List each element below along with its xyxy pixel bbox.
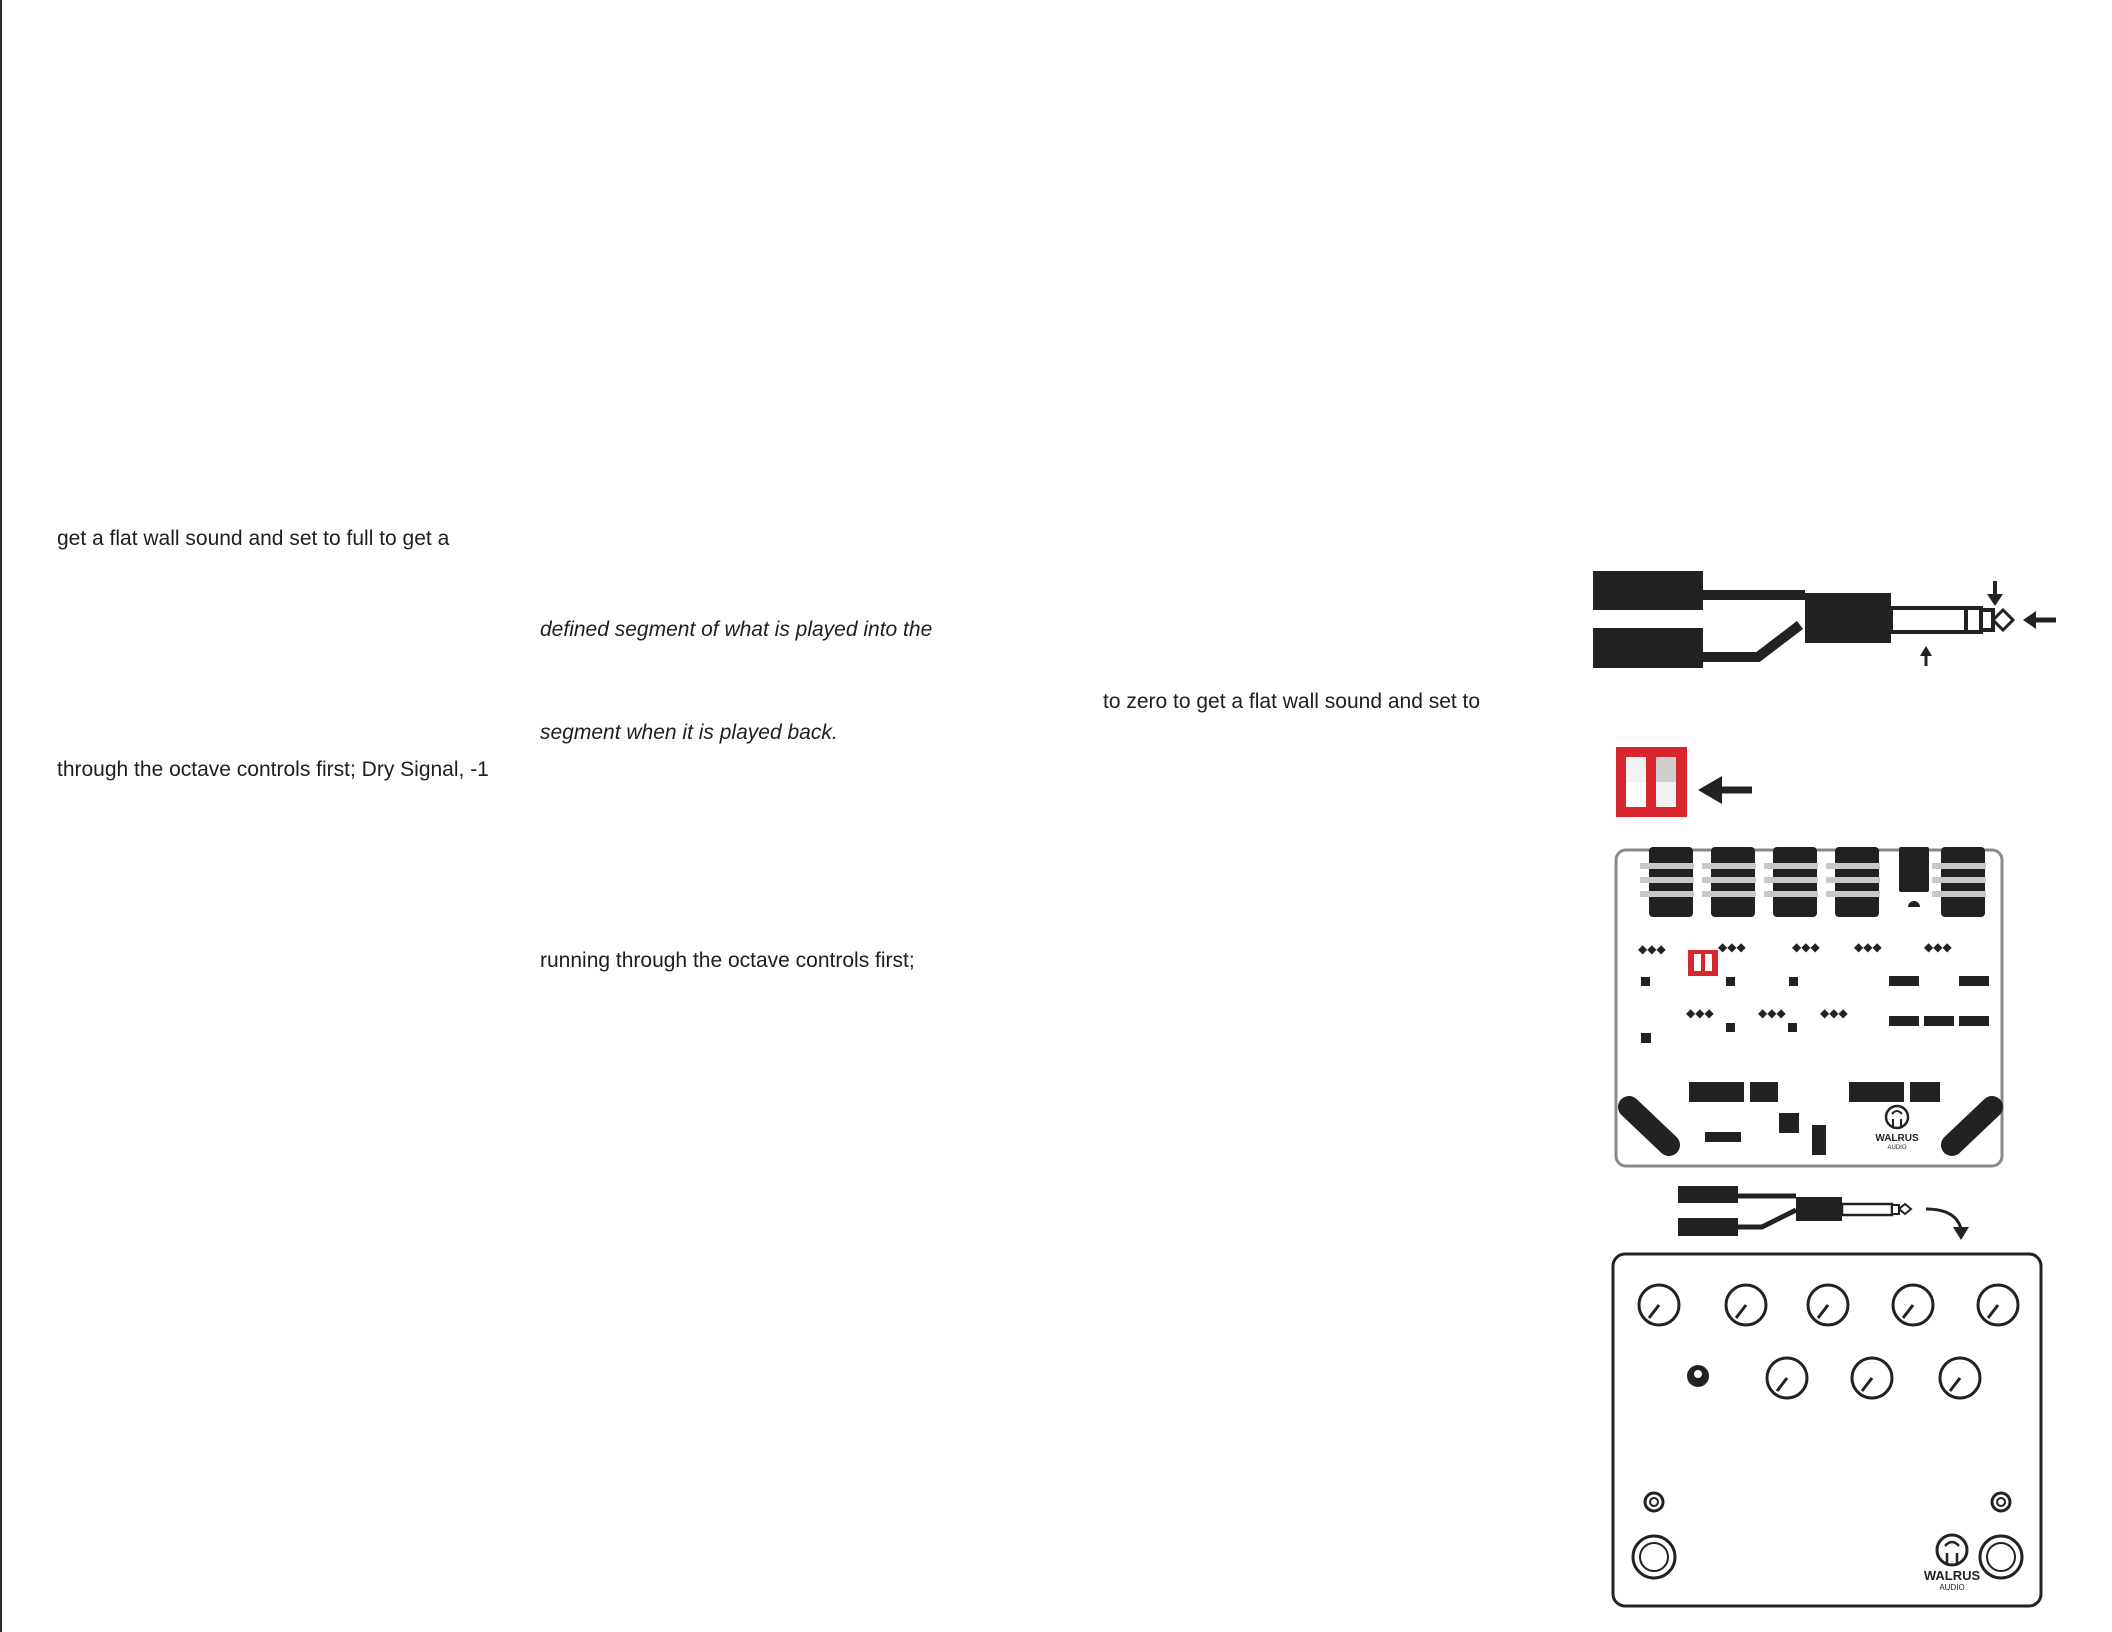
svg-text:◆◆◆: ◆◆◆ bbox=[1686, 1006, 1714, 1020]
y-cable-small-icon bbox=[1676, 1185, 1996, 1245]
text-line-2: defined segment of what is played into the bbox=[540, 618, 933, 641]
svg-text:◆◆◆: ◆◆◆ bbox=[1792, 940, 1820, 954]
svg-text:◆◆◆: ◆◆◆ bbox=[1924, 940, 1952, 954]
svg-text:AUDIO: AUDIO bbox=[1939, 1583, 1965, 1592]
svg-text:◆◆◆: ◆◆◆ bbox=[1718, 940, 1746, 954]
text-line-3: to zero to get a flat wall sound and set to bbox=[1103, 690, 1481, 713]
pedal-pcb-icon bbox=[1614, 845, 2006, 1170]
svg-text:◆◆◆: ◆◆◆ bbox=[1638, 942, 1666, 956]
text-line-5: through the octave controls first; Dry Signal, -1 bbox=[57, 758, 489, 781]
svg-text:◆◆◆: ◆◆◆ bbox=[1854, 940, 1882, 954]
text-line-4: segment when it is played back. bbox=[540, 721, 838, 744]
svg-text:◆◆◆: ◆◆◆ bbox=[1758, 1006, 1786, 1020]
text-line-1: get a flat wall sound and set to full to get a bbox=[57, 527, 450, 550]
svg-text:AUDIO: AUDIO bbox=[1887, 1145, 1907, 1151]
dip-switch-icon bbox=[1614, 745, 1764, 820]
svg-text:WALRUS: WALRUS bbox=[1875, 1133, 1919, 1144]
pedal-front-icon bbox=[1611, 1252, 2043, 1608]
svg-text:WALRUS: WALRUS bbox=[1923, 1568, 1981, 1583]
svg-text:◆◆◆: ◆◆◆ bbox=[1820, 1006, 1848, 1020]
page-edge bbox=[0, 0, 2, 1632]
y-cable-icon bbox=[1590, 570, 2060, 675]
text-line-6: running through the octave controls first; bbox=[540, 949, 915, 972]
